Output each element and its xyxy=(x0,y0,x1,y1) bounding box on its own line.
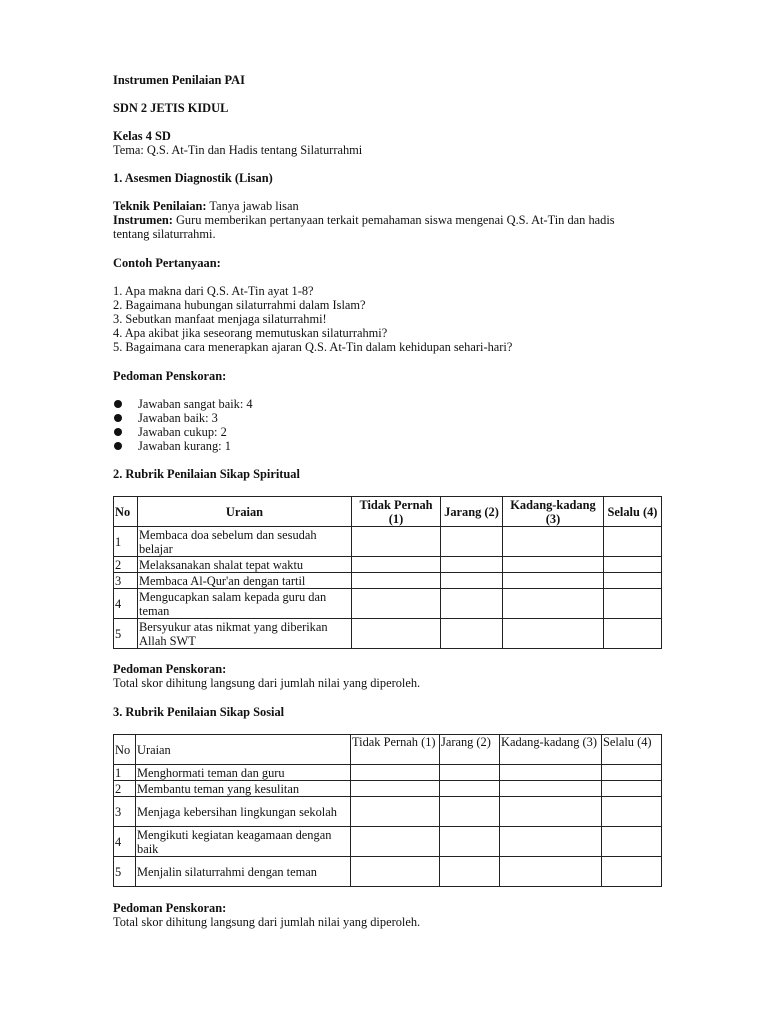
header-kadang-kadang: Kadang-kadang (3) xyxy=(500,735,602,765)
table-header-row xyxy=(114,735,662,765)
header-selalu: Selalu (4) xyxy=(604,497,662,527)
score-cell[interactable] xyxy=(602,765,662,781)
header-uraian: Uraian xyxy=(138,497,352,527)
row-description: Menghormati teman dan guru xyxy=(136,765,351,781)
scoring-item: Jawaban cukup: 2 xyxy=(113,425,253,439)
score-cell[interactable] xyxy=(604,619,662,649)
question-item: 1. Apa makna dari Q.S. At-Tin ayat 1-8? xyxy=(113,284,314,298)
scoring-heading-1: Pedoman Penskoran: xyxy=(113,369,227,383)
score-cell[interactable] xyxy=(440,857,500,887)
score-cell[interactable] xyxy=(602,857,662,887)
header-jarang: Jarang (2) xyxy=(441,497,503,527)
row-description: Menjalin silaturrahmi dengan teman xyxy=(136,857,351,887)
score-cell[interactable] xyxy=(503,527,604,557)
score-cell[interactable] xyxy=(351,857,440,887)
score-cell[interactable] xyxy=(503,619,604,649)
spiritual-rubric-table xyxy=(113,496,662,649)
row-description: Mengikuti kegiatan keagamaan dengan baik xyxy=(136,827,351,857)
row-description: Melaksanakan shalat tepat waktu xyxy=(138,557,352,573)
score-cell[interactable] xyxy=(602,781,662,797)
scoring-item: Jawaban kurang: 1 xyxy=(113,439,253,453)
table-row xyxy=(114,573,662,589)
row-description: Menjaga kebersihan lingkungan sekolah xyxy=(136,797,351,827)
score-cell[interactable] xyxy=(604,573,662,589)
header-no: No xyxy=(114,735,136,765)
score-cell[interactable] xyxy=(503,589,604,619)
row-number: 5 xyxy=(114,619,138,649)
table-row xyxy=(114,765,662,781)
questions-heading: Contoh Pertanyaan: xyxy=(113,256,221,270)
row-number: 4 xyxy=(114,827,136,857)
table-row xyxy=(114,857,662,887)
theme-text: Tema: Q.S. At-Tin dan Hadis tentang Silaturrahmi xyxy=(113,143,363,157)
score-cell[interactable] xyxy=(440,827,500,857)
document-title: Instrumen Penilaian PAI xyxy=(113,73,245,87)
table-row xyxy=(114,557,662,573)
score-cell[interactable] xyxy=(604,527,662,557)
section2-heading: 2. Rubrik Penilaian Sikap Spiritual xyxy=(113,467,300,481)
scoring-heading-2: Pedoman Penskoran: xyxy=(113,662,227,676)
bullet-icon xyxy=(114,428,122,436)
technique-label: Teknik Penilaian: xyxy=(113,199,207,213)
row-description: Mengucapkan salam kepada guru dan teman xyxy=(138,589,352,619)
header-no: No xyxy=(114,497,138,527)
row-number: 1 xyxy=(114,527,138,557)
scoring-text-3: Total skor dihitung langsung dari jumlah nilai yang diperoleh. xyxy=(113,915,421,929)
score-cell[interactable] xyxy=(602,797,662,827)
score-cell[interactable] xyxy=(352,619,441,649)
question-item: 2. Bagaimana hubungan silaturrahmi dalam Islam? xyxy=(113,298,366,312)
score-cell[interactable] xyxy=(351,797,440,827)
score-cell[interactable] xyxy=(440,765,500,781)
score-cell[interactable] xyxy=(602,827,662,857)
question-item: 4. Apa akibat jika seseorang memutuskan silaturrahmi? xyxy=(113,326,388,340)
header-tidak-pernah: Tidak Pernah (1) xyxy=(351,735,440,765)
header-kadang-kadang: Kadang-kadang (3) xyxy=(503,497,604,527)
score-cell[interactable] xyxy=(351,827,440,857)
bullet-icon xyxy=(114,414,122,422)
score-cell[interactable] xyxy=(441,557,503,573)
instrument-paragraph xyxy=(113,213,653,241)
header-tidak-pernah: Tidak Pernah (1) xyxy=(352,497,441,527)
class-label: Kelas 4 SD xyxy=(113,129,171,143)
row-number: 3 xyxy=(114,797,136,827)
score-cell[interactable] xyxy=(352,589,441,619)
score-cell[interactable] xyxy=(351,765,440,781)
header-uraian: Uraian xyxy=(136,735,351,765)
table-row xyxy=(114,797,662,827)
row-description: Bersyukur atas nikmat yang diberikan Allah SWT xyxy=(138,619,352,649)
table-row xyxy=(114,527,662,557)
section1-heading: 1. Asesmen Diagnostik (Lisan) xyxy=(113,171,273,185)
row-number: 5 xyxy=(114,857,136,887)
bullet-icon xyxy=(114,442,122,450)
header-jarang: Jarang (2) xyxy=(440,735,500,765)
score-cell[interactable] xyxy=(352,557,441,573)
score-cell[interactable] xyxy=(440,797,500,827)
score-cell[interactable] xyxy=(500,857,602,887)
scoring-item: Jawaban sangat baik: 4 xyxy=(113,397,253,411)
table-header-row xyxy=(114,497,662,527)
score-cell[interactable] xyxy=(352,573,441,589)
table-row xyxy=(114,589,662,619)
question-item: 5. Bagaimana cara menerapkan ajaran Q.S. At-Tin dalam kehidupan sehari-hari? xyxy=(113,340,513,354)
scoring-text-2: Total skor dihitung langsung dari jumlah nilai yang diperoleh. xyxy=(113,676,421,690)
table-row xyxy=(114,781,662,797)
row-number: 2 xyxy=(114,557,138,573)
score-cell[interactable] xyxy=(440,781,500,797)
bullet-icon xyxy=(114,400,122,408)
scoring-item: Jawaban baik: 3 xyxy=(113,411,253,425)
score-cell[interactable] xyxy=(352,527,441,557)
score-cell[interactable] xyxy=(351,781,440,797)
technique-value: Tanya jawab lisan xyxy=(206,199,299,213)
score-cell[interactable] xyxy=(441,619,503,649)
instrument-label: Instrumen: xyxy=(113,213,173,227)
score-cell[interactable] xyxy=(604,589,662,619)
header-selalu: Selalu (4) xyxy=(602,735,662,765)
score-cell[interactable] xyxy=(500,765,602,781)
row-number: 1 xyxy=(114,765,136,781)
score-cell[interactable] xyxy=(500,781,602,797)
row-description: Membaca Al-Qur'an dengan tartil xyxy=(138,573,352,589)
row-number: 2 xyxy=(114,781,136,797)
score-cell[interactable] xyxy=(441,589,503,619)
score-cell[interactable] xyxy=(503,573,604,589)
score-cell[interactable] xyxy=(500,797,602,827)
social-rubric-table xyxy=(113,734,662,887)
row-description: Membantu teman yang kesulitan xyxy=(136,781,351,797)
scoring-list xyxy=(113,397,253,453)
table-row xyxy=(114,827,662,857)
technique-line xyxy=(113,199,299,213)
instrument-value: Guru memberikan pertanyaan terkait pemahaman siswa mengenai Q.S. At-Tin dan hadis tentang silaturrahmi. xyxy=(113,213,615,241)
row-number: 3 xyxy=(114,573,138,589)
score-cell[interactable] xyxy=(604,557,662,573)
row-description: Membaca doa sebelum dan sesudah belajar xyxy=(138,527,352,557)
score-cell[interactable] xyxy=(441,573,503,589)
question-item: 3. Sebutkan manfaat menjaga silaturrahmi! xyxy=(113,312,327,326)
scoring-heading-3: Pedoman Penskoran: xyxy=(113,901,227,915)
row-number: 4 xyxy=(114,589,138,619)
score-cell[interactable] xyxy=(441,527,503,557)
section3-heading: 3. Rubrik Penilaian Sikap Sosial xyxy=(113,705,285,719)
table-row xyxy=(114,619,662,649)
score-cell[interactable] xyxy=(503,557,604,573)
score-cell[interactable] xyxy=(500,827,602,857)
school-name: SDN 2 JETIS KIDUL xyxy=(113,101,229,115)
